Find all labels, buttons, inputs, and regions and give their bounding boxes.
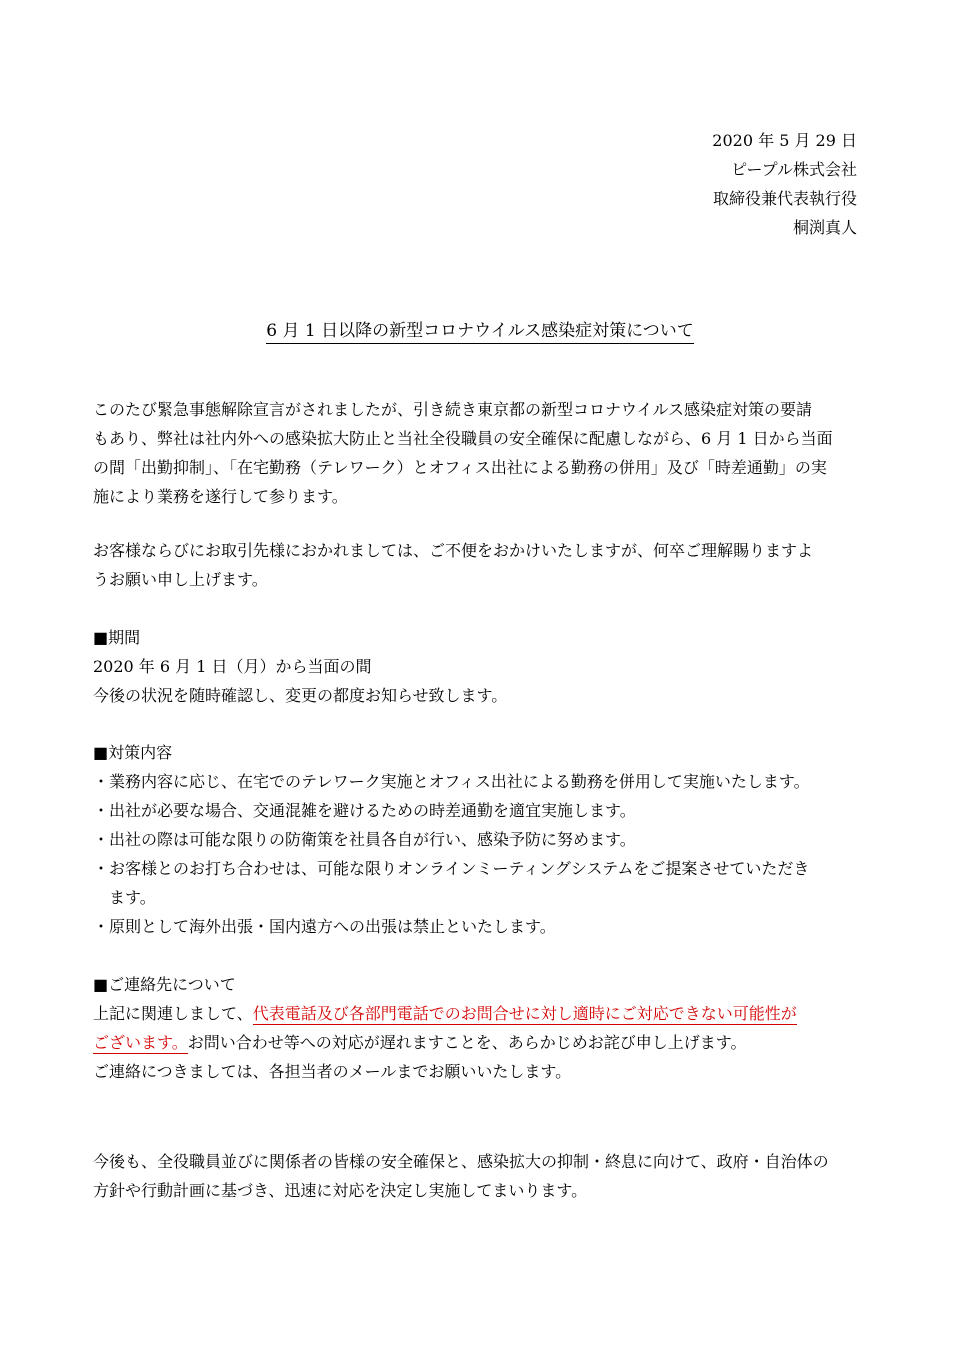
intro-line: もあり、弊社は社内外への感染拡大防止と当社全役職員の安全確保に配慮しながら、6 月 1 日から当面 — [93, 429, 833, 448]
sender-position: 取締役兼代表執行役 — [712, 189, 857, 208]
request-line: うお願い申し上げます。 — [93, 570, 268, 589]
sender-block — [712, 126, 857, 242]
measures-section — [93, 738, 873, 941]
document-title — [0, 318, 960, 344]
contact-section — [93, 970, 873, 1086]
period-heading: ■期間 — [93, 628, 141, 647]
company-name: ピープル株式会社 — [731, 160, 857, 179]
issue-date: 2020 年 5 月 29 日 — [712, 131, 857, 150]
measure-item: ・出社の際は可能な限りの防衛策を社員各自が行い、感染予防に努めます。 — [93, 830, 636, 849]
contact-line — [93, 999, 873, 1028]
measure-item: ・業務内容に応じ、在宅でのテレワーク実施とオフィス出社による勤務を併用して実施いたします。 — [93, 772, 810, 791]
contact-warning: 代表電話及び各部門電話でのお問合せに対し適時にご対応できない可能性が — [252, 1004, 797, 1023]
closing-line: 方針や行動計画に基づき、迅速に対応を決定し実施してまいります。 — [93, 1181, 588, 1200]
contact-warning: ございます。 — [93, 1033, 188, 1052]
contact-line: ご連絡につきましては、各担当者のメールまでお願いいたします。 — [93, 1062, 572, 1081]
contact-line — [93, 1028, 873, 1057]
intro-line: このたび緊急事態解除宣言がされましたが、引き続き東京都の新型コロナウイルス感染症対策の要請 — [93, 400, 813, 419]
intro-line: 施により業務を遂行して参ります。 — [93, 487, 348, 506]
period-line: 今後の状況を随時確認し、変更の都度お知らせ致します。 — [93, 686, 508, 705]
period-section — [93, 623, 873, 710]
request-paragraph — [93, 536, 873, 594]
intro-line: の間「出勤抑制」、「在宅勤務（テレワーク）とオフィス出社による勤務の併用」及び「時差通勤」の実 — [93, 458, 827, 477]
measure-item-continuation: ます。 — [109, 888, 156, 907]
measure-item: ・原則として海外出張・国内遠方への出張は禁止といたします。 — [93, 917, 556, 936]
intro-paragraph — [93, 395, 873, 511]
document-title-text: 6 月 1 日以降の新型コロナウイルス感染症対策について — [266, 321, 693, 344]
contact-heading: ■ご連絡先について — [93, 975, 236, 994]
closing-paragraph — [93, 1147, 873, 1205]
measure-item: ・お客様とのお打ち合わせは、可能な限りオンラインミーティングシステムをご提案させていただき — [93, 859, 810, 878]
contact-prefix: 上記に関連しまして、 — [93, 1004, 253, 1023]
request-line: お客様ならびにお取引先様におかれましては、ご不便をおかけいたしますが、何卒ご理解賜りますよ — [93, 541, 814, 560]
measures-heading: ■対策内容 — [93, 743, 173, 762]
period-line: 2020 年 6 月 1 日（月）から当面の間 — [93, 657, 372, 676]
closing-line: 今後も、全役職員並びに関係者の皆様の安全確保と、感染拡大の抑制・終息に向けて、政府・自治体の — [93, 1152, 829, 1171]
contact-rest: お問い合わせ等への対応が遅れますことを、あらかじめお詫び申し上げます。 — [187, 1033, 747, 1052]
sender-name: 桐渕真人 — [792, 218, 857, 237]
measure-item: ・出社が必要な場合、交通混雑を避けるための時差通勤を適宜実施します。 — [93, 801, 636, 820]
